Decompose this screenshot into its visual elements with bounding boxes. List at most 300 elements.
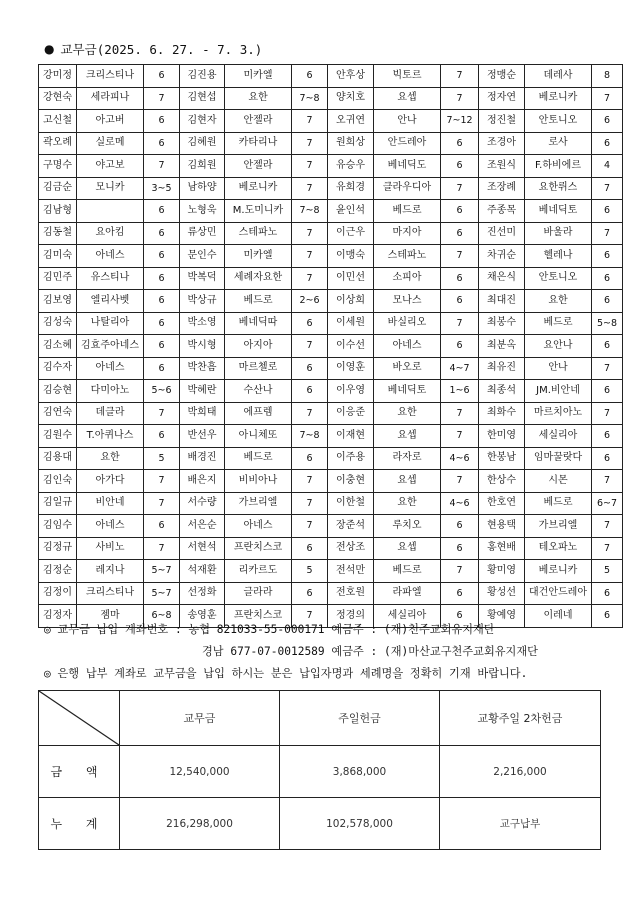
cell-months: 5 <box>292 560 328 583</box>
cell-baptismal-name: 요한 <box>525 290 592 313</box>
cell-months: 3~5 <box>144 177 180 200</box>
cell-months: 7 <box>144 155 180 178</box>
cumulative-row <box>39 798 601 850</box>
cell-baptismal-name: 수산나 <box>225 380 292 403</box>
cell-baptismal-name: 실로메 <box>77 132 144 155</box>
cell-name: 한봉남 <box>479 447 525 470</box>
cell-name: 이맹숙 <box>328 245 374 268</box>
cell-name: 김인숙 <box>39 470 77 493</box>
section-title-text: 교무금(2025. 6. 27. - 7. 3.) <box>60 42 263 57</box>
cell-baptismal-name: 비안네 <box>77 492 144 515</box>
cell-months: 7 <box>292 245 328 268</box>
cell-months: 6 <box>144 357 180 380</box>
amount-sunday-offering: 3,868,000 <box>280 746 440 798</box>
cell-months: 6 <box>144 245 180 268</box>
cell-name: 김원수 <box>39 425 77 448</box>
cell-baptismal-name: 요셉 <box>374 87 441 110</box>
cell-months: 6 <box>592 335 623 358</box>
cell-baptismal-name: 베드로 <box>225 290 292 313</box>
table-row <box>39 582 623 605</box>
cell-name: 배은지 <box>180 470 225 493</box>
cell-name: 조원식 <box>479 155 525 178</box>
cell-name: 최봉수 <box>479 312 525 335</box>
cell-months: 6 <box>441 155 479 178</box>
table-row <box>39 492 623 515</box>
cell-baptismal-name: 미카엘 <box>225 65 292 88</box>
cell-name: 오귀연 <box>328 110 374 133</box>
cell-name: 윤인석 <box>328 200 374 223</box>
cell-months: 7 <box>592 537 623 560</box>
cell-baptismal-name: 클라우디아 <box>374 177 441 200</box>
cell-name: 주종목 <box>479 200 525 223</box>
account-line-gyeongnam: 경남 677-07-0012589 예금주 : (재)마산교구천주교회유지재단 <box>202 645 538 658</box>
cell-name: 원희상 <box>328 132 374 155</box>
cell-name: 박소영 <box>180 312 225 335</box>
cell-baptismal-name: 바실리오 <box>374 312 441 335</box>
cell-name: 이근우 <box>328 222 374 245</box>
cell-months: 6 <box>441 605 479 628</box>
cell-months: 6 <box>292 537 328 560</box>
cell-months: 5~8 <box>592 312 623 335</box>
cell-name: 진선미 <box>479 222 525 245</box>
cell-months: 7 <box>592 87 623 110</box>
cell-baptismal-name: 안젤라 <box>225 110 292 133</box>
cell-name: 김연숙 <box>39 402 77 425</box>
cell-months: 7 <box>144 87 180 110</box>
cell-name: 장준석 <box>328 515 374 538</box>
account-line-nonghyup: ◎ 교무금 납입 계좌번호 : 농협 821033-55-000171 예금주 : (재)천주교회유지재단 <box>44 623 495 636</box>
cell-months: 6 <box>144 312 180 335</box>
cell-months: 7 <box>144 537 180 560</box>
cell-months: 7~12 <box>441 110 479 133</box>
cell-baptismal-name: 요한 <box>374 492 441 515</box>
cell-name: 김용대 <box>39 447 77 470</box>
table-row <box>39 335 623 358</box>
cell-name: 김혜원 <box>180 132 225 155</box>
cell-name: 이주용 <box>328 447 374 470</box>
cell-name: 선정화 <box>180 582 225 605</box>
cell-name: 김임수 <box>39 515 77 538</box>
cell-name: 박혜란 <box>180 380 225 403</box>
cell-name: 차귀순 <box>479 245 525 268</box>
cell-months: 6 <box>592 605 623 628</box>
cell-baptismal-name: 데클라 <box>77 402 144 425</box>
table-row <box>39 155 623 178</box>
cell-baptismal-name: JM.비안네 <box>525 380 592 403</box>
cell-baptismal-name: 크리스티나 <box>77 65 144 88</box>
cell-months: 6 <box>292 447 328 470</box>
totals-table <box>38 690 601 850</box>
amount-dues: 12,540,000 <box>120 746 280 798</box>
cell-months: 7 <box>292 515 328 538</box>
cell-baptismal-name: 바오로 <box>374 357 441 380</box>
cell-name: 박희태 <box>180 402 225 425</box>
cell-name: 전상조 <box>328 537 374 560</box>
cell-baptismal-name: 소피아 <box>374 267 441 290</box>
header-dues: 교무금 <box>120 691 280 746</box>
cell-name: 정맹순 <box>479 65 525 88</box>
cell-months: 6 <box>292 582 328 605</box>
cumulative-label: 누 계 <box>39 798 120 850</box>
cell-baptismal-name: 아네스 <box>225 515 292 538</box>
cell-months: 4~6 <box>441 492 479 515</box>
cell-baptismal-name: M.도미니카 <box>225 200 292 223</box>
cell-months: 6 <box>144 290 180 313</box>
cell-months: 6 <box>144 267 180 290</box>
cell-name: 황성선 <box>479 582 525 605</box>
cell-baptismal-name: 요셉 <box>374 470 441 493</box>
cell-months: 6 <box>144 110 180 133</box>
cell-months: 6 <box>441 515 479 538</box>
cell-baptismal-name: 모니카 <box>77 177 144 200</box>
cumulative-dues: 216,298,000 <box>120 798 280 850</box>
cell-baptismal-name: 베로니카 <box>525 87 592 110</box>
cell-months: 7 <box>592 515 623 538</box>
cell-baptismal-name: T.아퀴나스 <box>77 425 144 448</box>
cell-months: 6 <box>144 335 180 358</box>
cell-months: 7~8 <box>292 425 328 448</box>
cell-name: 노형욱 <box>180 200 225 223</box>
cell-name: 김희원 <box>180 155 225 178</box>
table-row <box>39 425 623 448</box>
cell-baptismal-name: 레지나 <box>77 560 144 583</box>
cell-baptismal-name: 마르첼로 <box>225 357 292 380</box>
cell-months: 7 <box>292 267 328 290</box>
cell-name: 김동철 <box>39 222 77 245</box>
section-title <box>44 40 262 58</box>
cell-months: 6 <box>144 515 180 538</box>
cell-name: 최유진 <box>479 357 525 380</box>
cell-baptismal-name: 엘리사벳 <box>77 290 144 313</box>
cell-name: 이영훈 <box>328 357 374 380</box>
cell-name: 박상규 <box>180 290 225 313</box>
cell-name: 김정이 <box>39 582 77 605</box>
amount-papal-sunday: 2,216,000 <box>440 746 601 798</box>
cell-name: 조경아 <box>479 132 525 155</box>
cell-baptismal-name: 아네스 <box>77 515 144 538</box>
cell-baptismal-name: 요한 <box>374 402 441 425</box>
cell-name: 최분옥 <box>479 335 525 358</box>
cell-baptismal-name: 요한뤼스 <box>525 177 592 200</box>
totals-header-row <box>39 691 601 746</box>
cell-baptismal-name: 요안나 <box>525 335 592 358</box>
cell-months: 7~8 <box>292 87 328 110</box>
cell-baptismal-name: 아니체또 <box>225 425 292 448</box>
cell-baptismal-name: 안토니오 <box>525 110 592 133</box>
cell-months: 7 <box>292 605 328 628</box>
cell-baptismal-name: 요한 <box>77 447 144 470</box>
cell-name: 김남형 <box>39 200 77 223</box>
cell-name: 이상희 <box>328 290 374 313</box>
cell-name: 김승현 <box>39 380 77 403</box>
cell-name: 정진철 <box>479 110 525 133</box>
cell-name: 문인수 <box>180 245 225 268</box>
cell-baptismal-name: 사비노 <box>77 537 144 560</box>
cell-baptismal-name: 세라피나 <box>77 87 144 110</box>
cell-months: 7 <box>292 155 328 178</box>
cell-months: 6 <box>592 290 623 313</box>
cumulative-papal-sunday: 교구납부 <box>440 798 601 850</box>
payment-notes <box>44 619 538 685</box>
cell-baptismal-name: 글라라 <box>225 582 292 605</box>
cell-name: 최화수 <box>479 402 525 425</box>
cell-baptismal-name: 라자로 <box>374 447 441 470</box>
cell-months: 7 <box>292 492 328 515</box>
cell-baptismal-name: 미카엘 <box>225 245 292 268</box>
table-row <box>39 65 623 88</box>
table-row <box>39 515 623 538</box>
cell-months: 6 <box>592 267 623 290</box>
cell-baptismal-name: 세실리아 <box>374 605 441 628</box>
cell-baptismal-name: 안젤라 <box>225 155 292 178</box>
cell-baptismal-name: 비비아나 <box>225 470 292 493</box>
cell-baptismal-name: 요한 <box>225 87 292 110</box>
cell-baptismal-name: 안나 <box>525 357 592 380</box>
cell-baptismal-name: 베네딕따 <box>225 312 292 335</box>
cell-name: 이세원 <box>328 312 374 335</box>
cell-name: 박복덕 <box>180 267 225 290</box>
cell-baptismal-name: 카타리나 <box>225 132 292 155</box>
cell-months: 6 <box>441 222 479 245</box>
cell-name: 홍현배 <box>479 537 525 560</box>
table-row <box>39 222 623 245</box>
cell-months: 6 <box>144 65 180 88</box>
cell-baptismal-name: 아가다 <box>77 470 144 493</box>
cell-months: 6 <box>441 267 479 290</box>
cell-baptismal-name: 루치오 <box>374 515 441 538</box>
cell-baptismal-name: 스테파노 <box>225 222 292 245</box>
cell-baptismal-name: 이레네 <box>525 605 592 628</box>
table-row <box>39 267 623 290</box>
table-row <box>39 200 623 223</box>
cell-months: 6 <box>292 312 328 335</box>
cell-months: 6 <box>292 380 328 403</box>
cell-months: 7 <box>144 402 180 425</box>
cell-baptismal-name: 마르치아노 <box>525 402 592 425</box>
cell-baptismal-name: 바울라 <box>525 222 592 245</box>
cell-name: 김수자 <box>39 357 77 380</box>
cell-baptismal-name: 가브리엘 <box>525 515 592 538</box>
cell-baptismal-name: 프란치스코 <box>225 537 292 560</box>
cell-name: 반선우 <box>180 425 225 448</box>
table-row <box>39 87 623 110</box>
cell-months: 7 <box>592 470 623 493</box>
cell-months: 6 <box>441 582 479 605</box>
cell-name: 조장례 <box>479 177 525 200</box>
cell-baptismal-name: 요셉 <box>374 537 441 560</box>
cell-months: 6 <box>592 132 623 155</box>
cell-name: 김미숙 <box>39 245 77 268</box>
cell-name: 현용택 <box>479 515 525 538</box>
cell-months: 5~7 <box>144 560 180 583</box>
cell-name: 전호원 <box>328 582 374 605</box>
cell-months: 7 <box>292 470 328 493</box>
table-row <box>39 312 623 335</box>
cell-name: 김진용 <box>180 65 225 88</box>
cell-baptismal-name: 라파엘 <box>374 582 441 605</box>
cell-months: 7~8 <box>292 200 328 223</box>
cell-months: 6 <box>441 200 479 223</box>
cell-baptismal-name: 임마꿀랏다 <box>525 447 592 470</box>
cell-name: 정경의 <box>328 605 374 628</box>
cell-name: 정자연 <box>479 87 525 110</box>
cell-months: 6 <box>592 110 623 133</box>
cell-baptismal-name: 나탈리아 <box>77 312 144 335</box>
cell-baptismal-name: 젬마 <box>77 605 144 628</box>
cell-months: 2~6 <box>292 290 328 313</box>
cell-name: 서현석 <box>180 537 225 560</box>
cell-baptismal-name: 에프렘 <box>225 402 292 425</box>
cell-months: 6 <box>144 222 180 245</box>
cell-baptismal-name: 베네딕토 <box>374 380 441 403</box>
cell-baptismal-name: 베드로 <box>525 492 592 515</box>
cell-months: 7 <box>441 245 479 268</box>
cell-baptismal-name: 아지아 <box>225 335 292 358</box>
cell-name: 이수선 <box>328 335 374 358</box>
cell-months: 6 <box>144 200 180 223</box>
cell-months: 7 <box>441 177 479 200</box>
cell-baptismal-name: 김효주아네스 <box>77 335 144 358</box>
cell-baptismal-name: 요셉 <box>374 425 441 448</box>
cell-months: 5 <box>592 560 623 583</box>
cell-months: 6 <box>441 290 479 313</box>
cell-baptismal-name: 베로니카 <box>225 177 292 200</box>
cell-months: 7 <box>441 312 479 335</box>
cell-name: 구명수 <box>39 155 77 178</box>
cell-months: 7 <box>292 222 328 245</box>
cell-name: 안후상 <box>328 65 374 88</box>
cell-baptismal-name: 리카르도 <box>225 560 292 583</box>
table-row <box>39 470 623 493</box>
cell-months: 6 <box>592 380 623 403</box>
cell-name: 전석만 <box>328 560 374 583</box>
cell-months: 7 <box>292 132 328 155</box>
cell-name: 석재환 <box>180 560 225 583</box>
cell-name: 박시형 <box>180 335 225 358</box>
cell-name: 한호연 <box>479 492 525 515</box>
cell-name: 곽오례 <box>39 132 77 155</box>
cell-months: 6~8 <box>144 605 180 628</box>
cell-baptismal-name: F.하비에르 <box>525 155 592 178</box>
cell-name: 김성숙 <box>39 312 77 335</box>
cell-baptismal-name: 모나스 <box>374 290 441 313</box>
cell-name: 김민주 <box>39 267 77 290</box>
cell-months: 6 <box>144 132 180 155</box>
cell-baptismal-name: 아네스 <box>374 335 441 358</box>
cell-months: 6 <box>592 582 623 605</box>
cell-months: 6 <box>441 132 479 155</box>
cell-months: 8 <box>592 65 623 88</box>
cell-months: 7 <box>292 402 328 425</box>
cell-months: 6 <box>592 425 623 448</box>
cell-name: 최종석 <box>479 380 525 403</box>
header-sunday-offering: 주일헌금 <box>280 691 440 746</box>
cell-months: 6 <box>292 357 328 380</box>
cumulative-sunday-offering: 102,578,000 <box>280 798 440 850</box>
cell-name: 황예영 <box>479 605 525 628</box>
cell-months: 7 <box>441 560 479 583</box>
cell-name: 서수량 <box>180 492 225 515</box>
cell-months: 7 <box>592 357 623 380</box>
cell-months: 7 <box>592 402 623 425</box>
cell-baptismal-name: 아네스 <box>77 357 144 380</box>
cell-months: 4 <box>592 155 623 178</box>
cell-name: 김정순 <box>39 560 77 583</box>
cell-name: 이한철 <box>328 492 374 515</box>
cell-name: 김현섭 <box>180 87 225 110</box>
table-row <box>39 245 623 268</box>
cell-name: 배경진 <box>180 447 225 470</box>
cell-baptismal-name: 아네스 <box>77 245 144 268</box>
cell-name: 유승우 <box>328 155 374 178</box>
cell-baptismal-name: 대건안드레아 <box>525 582 592 605</box>
table-row <box>39 290 623 313</box>
bullet-icon: ● <box>44 42 55 56</box>
cell-name: 김정규 <box>39 537 77 560</box>
cell-baptismal-name: 베드로 <box>374 560 441 583</box>
cell-name: 양치호 <box>328 87 374 110</box>
cell-months: 6 <box>144 425 180 448</box>
cell-baptismal-name: 베드로 <box>525 312 592 335</box>
cell-baptismal-name: 베네딕도 <box>374 155 441 178</box>
table-row <box>39 380 623 403</box>
cell-baptismal-name: 세례자요한 <box>225 267 292 290</box>
cell-name: 서은순 <box>180 515 225 538</box>
cell-name: 김소혜 <box>39 335 77 358</box>
cell-months: 7 <box>292 110 328 133</box>
cell-name: 류상민 <box>180 222 225 245</box>
cell-name: 이재현 <box>328 425 374 448</box>
cell-name: 김일규 <box>39 492 77 515</box>
table-row <box>39 110 623 133</box>
cell-months: 1~6 <box>441 380 479 403</box>
cell-months: 7 <box>292 177 328 200</box>
table-row <box>39 537 623 560</box>
cell-baptismal-name: 다미아노 <box>77 380 144 403</box>
cell-baptismal-name: 크리스티나 <box>77 582 144 605</box>
table-row <box>39 132 623 155</box>
cell-name: 이응준 <box>328 402 374 425</box>
cell-months: 6 <box>292 65 328 88</box>
cell-months: 7 <box>441 402 479 425</box>
cell-months: 7 <box>592 177 623 200</box>
cell-baptismal-name: 헬레나 <box>525 245 592 268</box>
cell-baptismal-name: 베네딕토 <box>525 200 592 223</box>
cell-baptismal-name: 요아킴 <box>77 222 144 245</box>
cell-baptismal-name: 가브리엘 <box>225 492 292 515</box>
cell-baptismal-name: 안드레아 <box>374 132 441 155</box>
table-row <box>39 177 623 200</box>
cell-months: 5~6 <box>144 380 180 403</box>
cell-name: 이우영 <box>328 380 374 403</box>
table-row <box>39 447 623 470</box>
cell-months: 7 <box>441 470 479 493</box>
table-row <box>39 357 623 380</box>
cell-baptismal-name: 베로니카 <box>525 560 592 583</box>
cell-months: 6~7 <box>592 492 623 515</box>
cell-months: 4~7 <box>441 357 479 380</box>
cell-months: 6 <box>441 335 479 358</box>
diagonal-line <box>39 691 119 745</box>
table-row <box>39 402 623 425</box>
cell-months: 7 <box>441 87 479 110</box>
cell-months: 6 <box>592 245 623 268</box>
cell-name: 이민선 <box>328 267 374 290</box>
cell-name: 송영훈 <box>180 605 225 628</box>
cell-name: 강미정 <box>39 65 77 88</box>
cell-name: 김정자 <box>39 605 77 628</box>
cell-months: 5~7 <box>144 582 180 605</box>
